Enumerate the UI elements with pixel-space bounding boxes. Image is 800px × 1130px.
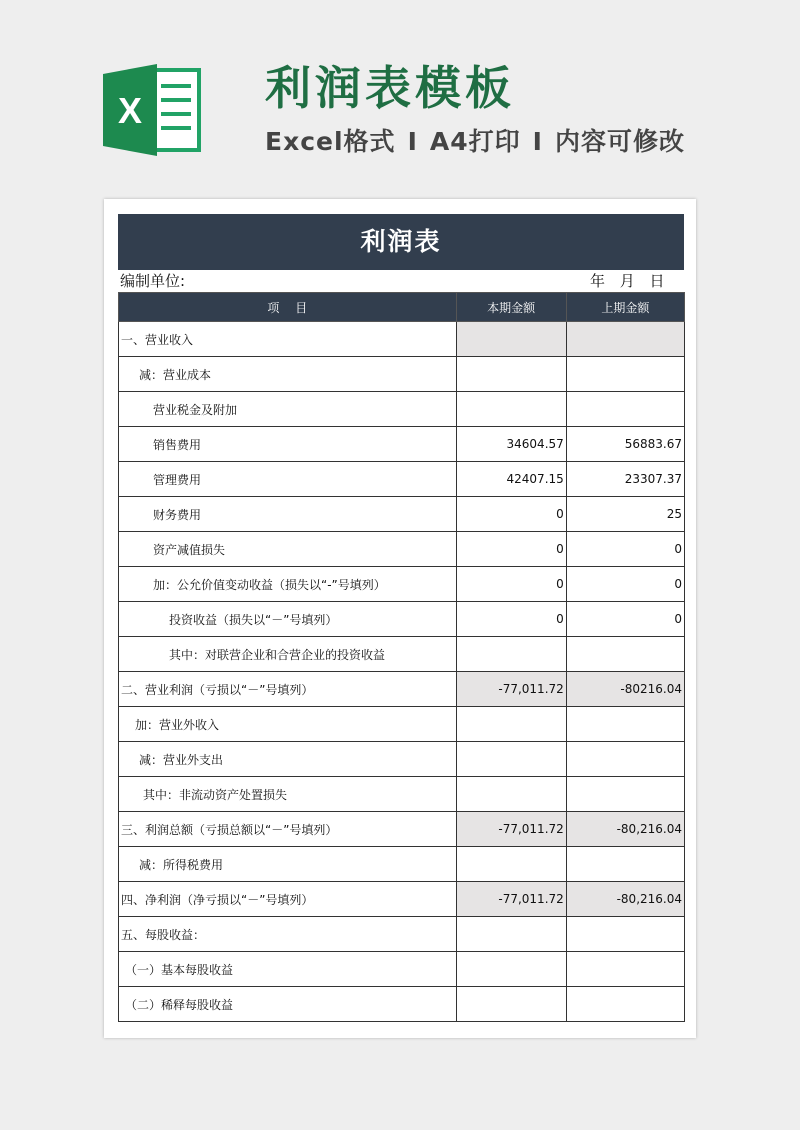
row-current-amount[interactable] <box>456 392 566 427</box>
row-current-amount[interactable] <box>456 952 566 987</box>
row-item-label[interactable]: 营业税金及附加 <box>119 392 457 427</box>
row-current-amount[interactable]: -77,011.72 <box>456 882 566 917</box>
template-subtitle <box>265 126 685 158</box>
row-item-label[interactable]: 减：营业外支出 <box>119 742 457 777</box>
row-item-label[interactable]: 四、净利润（净亏损以“－”号填列） <box>119 882 457 917</box>
row-previous-amount[interactable]: 0 <box>566 567 684 602</box>
subtitle-separator: I <box>407 127 418 156</box>
row-previous-amount[interactable]: -80,216.04 <box>566 812 684 847</box>
subtitle-editable: 内容可修改 <box>554 127 685 156</box>
row-item-label[interactable]: 管理费用 <box>119 462 457 497</box>
row-previous-amount[interactable] <box>566 952 684 987</box>
date-label: 年 月 日 <box>590 272 665 290</box>
row-previous-amount[interactable]: -80,216.04 <box>566 882 684 917</box>
row-item-label[interactable]: 减：营业成本 <box>119 357 457 392</box>
row-previous-amount[interactable]: 0 <box>566 532 684 567</box>
excel-logo-icon <box>103 62 203 158</box>
row-previous-amount[interactable]: 56883.67 <box>566 427 684 462</box>
row-item-label[interactable]: 加：营业外收入 <box>119 707 457 742</box>
row-current-amount[interactable] <box>456 707 566 742</box>
row-previous-amount[interactable] <box>566 742 684 777</box>
subtitle-print: A4打印 <box>429 127 521 156</box>
row-previous-amount[interactable] <box>566 987 684 1022</box>
row-current-amount[interactable] <box>456 987 566 1022</box>
table-row <box>119 882 685 917</box>
table-row <box>119 812 685 847</box>
row-previous-amount[interactable]: -80216.04 <box>566 672 684 707</box>
row-previous-amount[interactable] <box>566 777 684 812</box>
row-item-label[interactable]: （二）稀释每股收益 <box>119 987 457 1022</box>
row-previous-amount[interactable]: 23307.37 <box>566 462 684 497</box>
table-row <box>119 742 685 777</box>
table-row <box>119 917 685 952</box>
row-previous-amount[interactable] <box>566 847 684 882</box>
row-previous-amount[interactable] <box>566 392 684 427</box>
row-previous-amount[interactable]: 0 <box>566 602 684 637</box>
row-current-amount[interactable] <box>456 742 566 777</box>
sheet-title: 利润表 <box>118 214 684 270</box>
table-row <box>119 532 685 567</box>
table-row <box>119 322 685 357</box>
row-item-label[interactable]: 投资收益（损失以“－”号填列） <box>119 602 457 637</box>
row-previous-amount[interactable] <box>566 917 684 952</box>
table-row <box>119 952 685 987</box>
row-current-amount[interactable] <box>456 847 566 882</box>
row-previous-amount[interactable] <box>566 357 684 392</box>
row-item-label[interactable]: 销售费用 <box>119 427 457 462</box>
column-header-current: 本期金额 <box>456 293 566 322</box>
row-current-amount[interactable]: 42407.15 <box>456 462 566 497</box>
table-row <box>119 357 685 392</box>
row-current-amount[interactable]: 34604.57 <box>456 427 566 462</box>
template-title: 利润表模板 <box>265 61 515 115</box>
subtitle-separator: I <box>532 127 543 156</box>
table-row <box>119 427 685 462</box>
row-item-label[interactable]: 加：公允价值变动收益（损失以“-”号填列） <box>119 567 457 602</box>
row-previous-amount[interactable] <box>566 322 684 357</box>
row-current-amount[interactable] <box>456 777 566 812</box>
row-current-amount[interactable] <box>456 322 566 357</box>
table-row <box>119 847 685 882</box>
row-item-label[interactable]: 资产减值损失 <box>119 532 457 567</box>
row-item-label[interactable]: 二、营业利润（亏损以“－”号填列） <box>119 672 457 707</box>
table-row <box>119 392 685 427</box>
table-header-row <box>119 293 685 322</box>
logo-letter: X <box>117 90 143 131</box>
banner <box>0 0 800 200</box>
row-current-amount[interactable]: -77,011.72 <box>456 812 566 847</box>
row-current-amount[interactable]: 0 <box>456 567 566 602</box>
table-row <box>119 777 685 812</box>
column-header-previous: 上期金额 <box>566 293 684 322</box>
row-current-amount[interactable]: 0 <box>456 602 566 637</box>
row-current-amount[interactable]: 0 <box>456 497 566 532</box>
row-previous-amount[interactable]: 25 <box>566 497 684 532</box>
column-header-item: 项 目 <box>119 293 457 322</box>
document-page <box>104 199 696 1038</box>
row-current-amount[interactable]: -77,011.72 <box>456 672 566 707</box>
row-previous-amount[interactable] <box>566 637 684 672</box>
table-row <box>119 497 685 532</box>
table-row <box>119 462 685 497</box>
row-item-label[interactable]: 其中：对联营企业和合营企业的投资收益 <box>119 637 457 672</box>
row-current-amount[interactable] <box>456 357 566 392</box>
unit-label: 编制单位: <box>120 272 186 290</box>
table-row <box>119 987 685 1022</box>
table-row <box>119 672 685 707</box>
row-item-label[interactable]: 一、营业收入 <box>119 322 457 357</box>
table-row <box>119 602 685 637</box>
sheet-meta <box>118 270 684 292</box>
table-row <box>119 707 685 742</box>
income-table <box>118 292 685 1022</box>
row-current-amount[interactable]: 0 <box>456 532 566 567</box>
row-item-label[interactable]: （一）基本每股收益 <box>119 952 457 987</box>
row-item-label[interactable]: 五、每股收益： <box>119 917 457 952</box>
row-item-label[interactable]: 其中：非流动资产处置损失 <box>119 777 457 812</box>
subtitle-format: Excel格式 <box>265 127 396 156</box>
table-row <box>119 567 685 602</box>
row-current-amount[interactable] <box>456 917 566 952</box>
table-row <box>119 637 685 672</box>
row-item-label[interactable]: 三、利润总额（亏损总额以“－”号填列） <box>119 812 457 847</box>
row-previous-amount[interactable] <box>566 707 684 742</box>
income-statement-sheet <box>118 214 684 1022</box>
row-item-label[interactable]: 财务费用 <box>119 497 457 532</box>
row-item-label[interactable]: 减：所得税费用 <box>119 847 457 882</box>
row-current-amount[interactable] <box>456 637 566 672</box>
